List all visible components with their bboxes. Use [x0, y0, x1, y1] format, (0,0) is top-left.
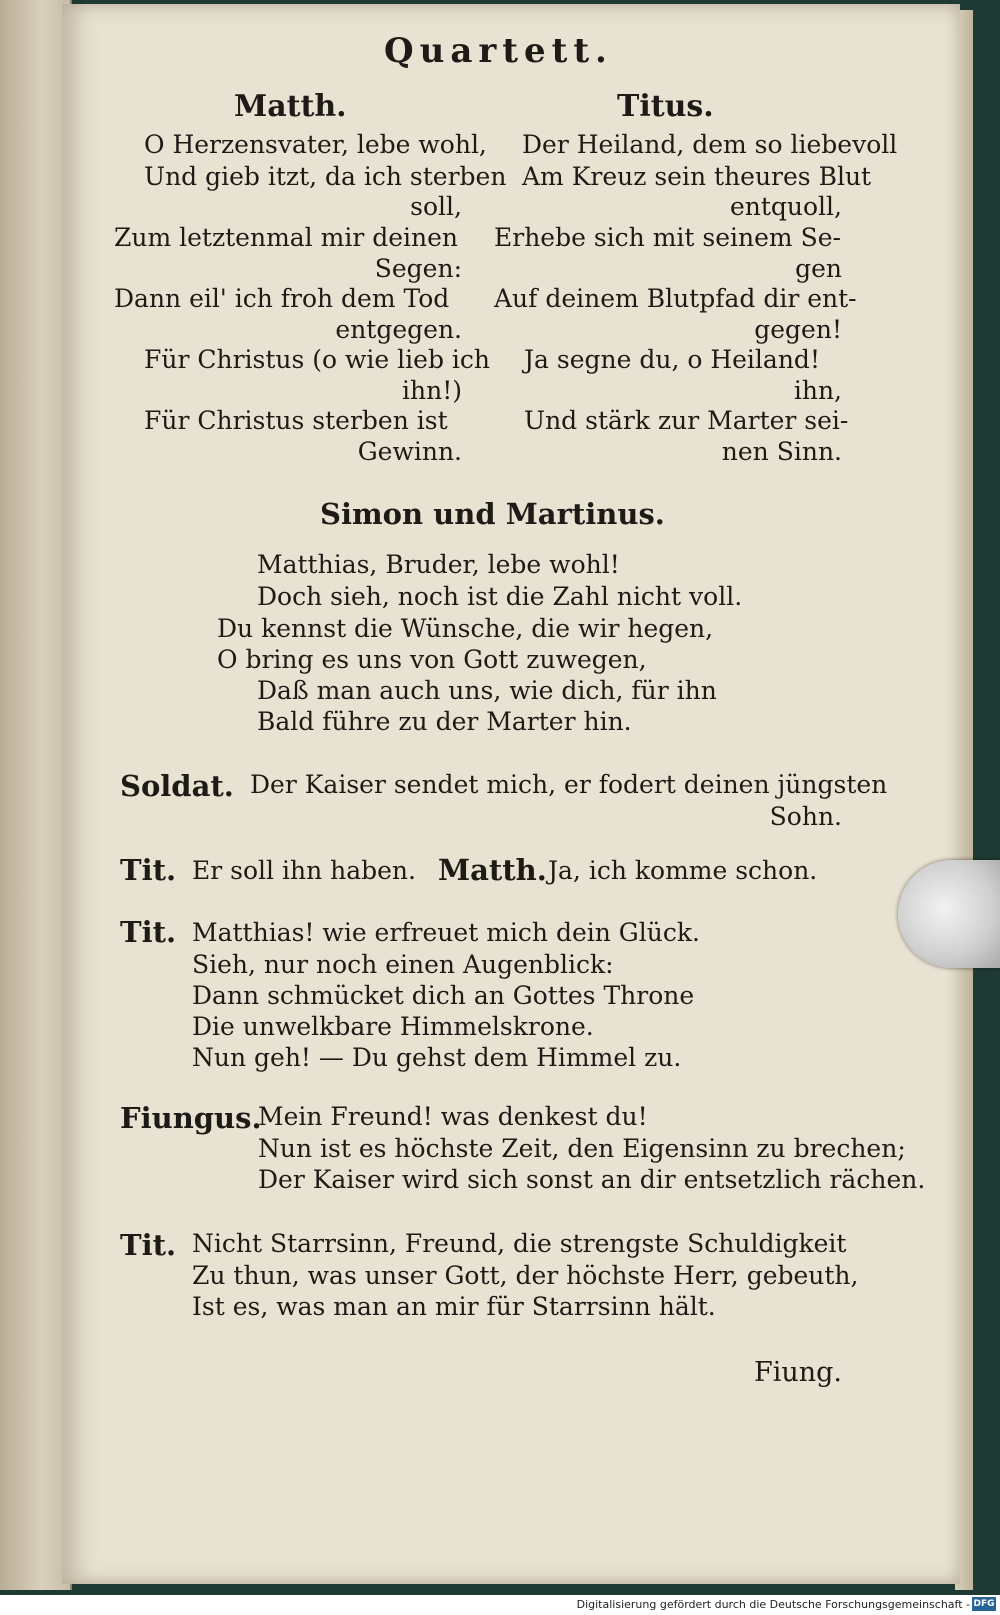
speech-line: Zu thun, was unser Gott, der höchste Herr, gebeuth, [192, 1261, 859, 1290]
speech-line: Nicht Starrsinn, Freund, die strengste Schuldigkeit [192, 1229, 847, 1258]
verse-line: ihn, [793, 376, 842, 405]
speaker-label: Tit. [120, 915, 177, 949]
verse-line: Der Heiland, dem so liebevoll [522, 130, 898, 159]
titus-heading: Titus. [617, 89, 714, 124]
speaker-label: Soldat. [120, 769, 234, 803]
verse-line: nen Sinn. [721, 437, 842, 466]
speech-line: Mein Freund! was denkest du! [258, 1102, 648, 1131]
verse-line: Und stärk zur Marter sei- [524, 406, 849, 435]
speaker-label: Matth. [438, 853, 547, 887]
verse-line: Am Kreuz sein theures Blut [522, 162, 872, 191]
verse-line: Erhebe sich mit seinem Se- [494, 223, 841, 252]
verse-line: Du kennst die Wünsche, die wir hegen, [217, 614, 714, 643]
footer-credit: Digitalisierung gefördert durch die Deutsche Forschungsgemeinschaft - [576, 1598, 970, 1611]
verse-line: soll, [410, 192, 462, 221]
verse-line: entgegen. [335, 315, 462, 344]
verse-line: Für Christus sterben ist [144, 406, 448, 435]
scanner-clip [898, 860, 1000, 968]
matth-heading: Matth. [234, 89, 347, 124]
verse-line: Bald führe zu der Marter hin. [257, 707, 632, 736]
book-page [62, 4, 960, 1584]
simon-heading: Simon und Martinus. [320, 497, 665, 531]
speech-line: Der Kaiser wird sich sonst an dir entsetzlich rächen. [258, 1165, 926, 1194]
verse-line: Daß man auch uns, wie dich, für ihn [257, 676, 717, 705]
speech-line: Sieh, nur noch einen Augenblick: [192, 950, 614, 979]
speech-line: Sohn. [769, 802, 842, 831]
speech-line: Ist es, was man an mir für Starrsinn hält. [192, 1292, 716, 1321]
verse-line: O bring es uns von Gott zuwegen, [217, 645, 647, 674]
verse-line: gen [795, 254, 842, 283]
verse-line: ihn!) [402, 376, 462, 405]
verse-line: Gewinn. [357, 437, 462, 466]
verse-line: Dann eil' ich froh dem Tod [114, 284, 450, 313]
verse-line: O Herzensvater, lebe wohl, [144, 130, 487, 159]
page-title: Quartett. [384, 31, 613, 71]
verse-line: Zum letztenmal mir deinen [114, 223, 459, 252]
speech-line: Der Kaiser sendet mich, er fodert deinen jüngsten [250, 770, 888, 799]
verse-line: gegen! [754, 315, 842, 344]
verse-line: Segen: [374, 254, 462, 283]
speech-line: Ja, ich komme schon. [548, 856, 818, 885]
verse-line: Und gieb itzt, da ich sterben [144, 162, 507, 191]
speech-line: Matthias! wie erfreuet mich dein Glück. [192, 918, 700, 947]
verse-line: entquoll, [729, 192, 842, 221]
speech-line: Dann schmücket dich an Gottes Throne [192, 981, 695, 1010]
speech-line: Die unwelkbare Himmelskrone. [192, 1012, 594, 1041]
verse-line: Für Christus (o wie lieb ich [144, 345, 490, 374]
speaker-label: Tit. [120, 1228, 177, 1262]
verse-line: Matthias, Bruder, lebe wohl! [257, 550, 620, 579]
catchword: Fiung. [753, 1357, 842, 1388]
verse-line: Ja segne du, o Heiland! [524, 345, 820, 374]
dfg-logo: DFG [973, 1599, 995, 1609]
speaker-label: Fiungus. [120, 1101, 262, 1135]
speaker-label: Tit. [120, 853, 177, 887]
verse-line: Doch sieh, noch ist die Zahl nicht voll. [257, 582, 743, 611]
footer-bar [0, 1595, 1000, 1615]
verse-line: Auf deinem Blutpfad dir ent- [494, 284, 857, 313]
speech-line: Er soll ihn haben. [192, 856, 416, 885]
speech-line: Nun ist es höchste Zeit, den Eigensinn zu brechen; [258, 1134, 906, 1163]
speech-line: Nun geh! — Du gehst dem Himmel zu. [192, 1043, 682, 1072]
